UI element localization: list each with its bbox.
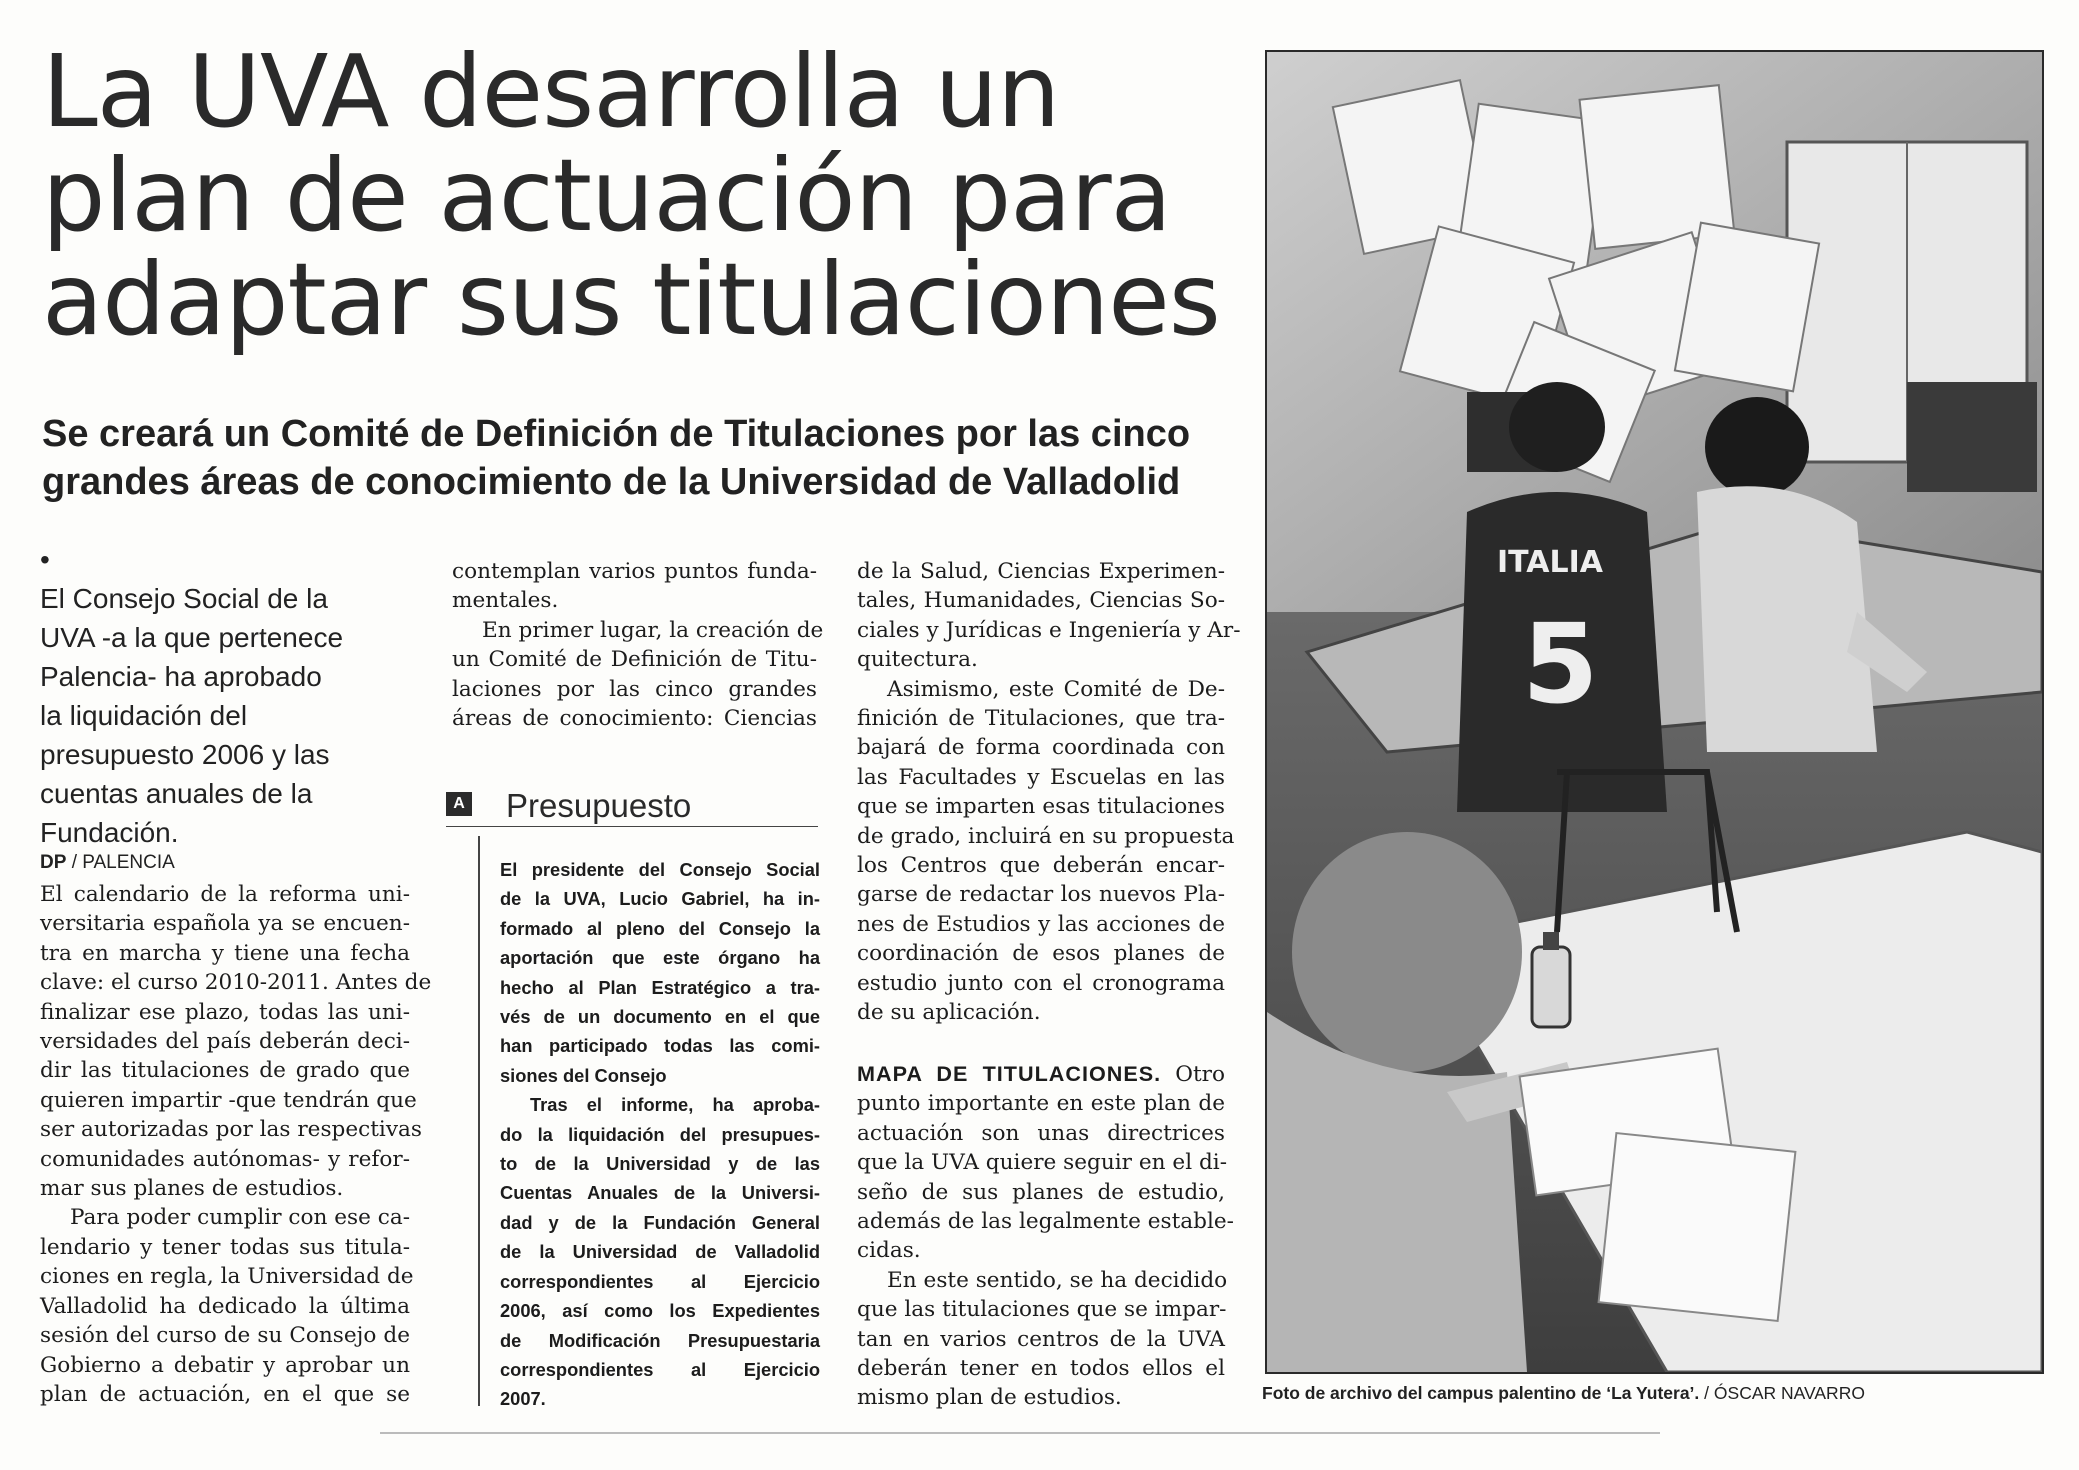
body-line: quitectura. [857, 647, 978, 673]
body-line: comunidades autónomas- y refor- [40, 1146, 410, 1172]
body-line: clave: el curso 2010-2011. Antes de [40, 970, 432, 996]
sidebar-header [446, 786, 818, 827]
body-line: áreas de conocimiento: Ciencias [452, 706, 817, 732]
sidebar-line: vés de un documento en el que [500, 1006, 820, 1028]
sidebar-body [500, 855, 820, 1414]
sidebar-line: 2006, así como los Expedientes [500, 1300, 820, 1322]
caption-separator: / [1704, 1383, 1710, 1403]
body-line: los Centros que deberán encar- [857, 853, 1225, 879]
sidebar-line: El presidente del Consejo Social [500, 859, 820, 880]
body-line: Gobierno a debatir y aprobar un [40, 1352, 410, 1378]
body-line: finalizar ese plazo, todas las uni- [40, 999, 410, 1025]
sidebar-line: correspondientes al Ejercicio [500, 1358, 820, 1380]
headline-line: adaptar sus titulaciones [42, 241, 1220, 358]
body-line: que las titulaciones que se impar- [857, 1297, 1227, 1323]
body-line-text: Otro [1175, 1062, 1225, 1087]
body-line: coordinación de esos planes de [857, 941, 1225, 967]
sidebar-rule [478, 836, 480, 1406]
body-line: de la Salud, Ciencias Experimen- [857, 559, 1225, 584]
photo-caption [1262, 1383, 1865, 1404]
body-line: mismo plan de estudios. [857, 1385, 1122, 1411]
headline [42, 33, 1222, 358]
article-column-3 [857, 557, 1241, 1028]
lead-line: Fundación. [40, 817, 179, 848]
water-bottle [1532, 932, 1570, 1027]
body-line: de su aplicación. [857, 1000, 1041, 1026]
photo-illustration [1267, 52, 2042, 1372]
body-line: Valladolid ha dedicado la última [40, 1293, 410, 1319]
sidebar-title: Presupuesto [506, 787, 692, 824]
body-line: lendario y tener todas sus titula- [40, 1234, 410, 1260]
body-line: Para poder cumplir con ese ca- [70, 1205, 411, 1231]
subheadline-line: grandes áreas de conocimiento de la Universidad de Valladolid [42, 461, 1181, 503]
sidebar-line: do la liquidación del presupues- [500, 1123, 820, 1145]
body-line: punto importante en este plan de [857, 1091, 1225, 1117]
jersey-text: ITALIA [1497, 545, 1604, 580]
body-line: que la UVA quiere seguir en el di- [857, 1150, 1227, 1176]
body-line: estudio junto con el cronograma [857, 970, 1225, 996]
body-line: En primer lugar, la creación de [482, 617, 824, 643]
body-line: mar sus planes de estudios. [40, 1176, 344, 1202]
body-line: tales, Humanidades, Ciencias So- [857, 588, 1225, 614]
sidebar-line: hecho al Plan Estratégico a tra- [500, 976, 820, 998]
body-line: Asimismo, este Comité de De- [887, 676, 1225, 702]
sidebar-line: Cuentas Anuales de la Universi- [500, 1182, 820, 1204]
body-line: En este sentido, se ha decidido [887, 1267, 1228, 1293]
lead-line: presupuesto 2006 y las [40, 739, 330, 770]
subheadline [42, 410, 1242, 506]
body-line: El calendario de la reforma uni- [40, 882, 410, 907]
byline-separator: / [71, 852, 77, 873]
article-column-3-continued [857, 1059, 1234, 1413]
headline-line: plan de actuación para [42, 137, 1171, 254]
sidebar-line: de Modificación Presupuestaria [500, 1329, 820, 1351]
body-line: nes de Estudios y las acciones de [857, 911, 1225, 937]
section-subhead: MAPA DE TITULACIONES. [857, 1061, 1162, 1086]
body-line: ser autorizadas por las respectivas [40, 1117, 422, 1143]
caption-text: Foto de archivo del campus palentino de ‘La Yutera’. [1262, 1383, 1700, 1403]
lead-line: UVA -a la que pertenece [40, 622, 344, 653]
jersey-number: 5 [1522, 600, 1599, 728]
photo-credit: ÓSCAR NAVARRO [1713, 1383, 1865, 1403]
body-line: contemplan varios puntos funda- [452, 559, 817, 584]
sidebar-line: aportación que este órgano ha [500, 947, 820, 969]
byline-agency: DP [40, 852, 67, 873]
body-line: las Facultades y Escuelas en las [857, 764, 1225, 790]
body-line: cidas. [857, 1238, 921, 1264]
lead-summary [40, 540, 380, 852]
byline-city: PALENCIA [82, 852, 175, 873]
lead-line: Palencia- ha aprobado [40, 661, 322, 692]
body-line: seño de sus planes de estudio, [857, 1179, 1225, 1205]
body-line: que se imparten esas titulaciones [857, 794, 1225, 820]
sidebar-line: to de la Universidad y de las [500, 1153, 820, 1175]
body-line: deberán tener en todos ellos el [857, 1356, 1225, 1382]
headline-line: La UVA desarrolla un [42, 33, 1060, 150]
sidebar-line: de la UVA, Lucio Gabriel, ha in- [500, 888, 820, 910]
sidebar-marker-icon: A [446, 792, 472, 816]
body-line [857, 1059, 1225, 1089]
page-rule [380, 1432, 1660, 1434]
body-line: finición de Titulaciones, que tra- [857, 706, 1225, 732]
body-line: de grado, incluirá en su propuesta [857, 823, 1235, 849]
body-line: laciones por las cinco grandes [452, 676, 817, 702]
lead-line: la liquidación del [40, 700, 248, 731]
lead-line: cuentas anuales de la [40, 778, 313, 809]
body-line: además de las legalmente estable- [857, 1209, 1234, 1235]
lead-line [40, 540, 380, 618]
body-line: dir las titulaciones de grado que [40, 1058, 410, 1084]
poster [1907, 382, 2037, 492]
sidebar-line: 2007. [500, 1388, 546, 1410]
body-line: versitaria española ya se encuen- [40, 911, 410, 937]
sidebar-line: de la Universidad de Valladolid [500, 1241, 820, 1263]
article-column-1 [40, 880, 432, 1409]
sidebar-line: correspondientes al Ejercicio [500, 1270, 820, 1292]
sidebar-line: siones del Consejo [500, 1064, 667, 1086]
body-line: quieren impartir -que tendrán que [40, 1087, 417, 1113]
sidebar-line: Tras el informe, ha aproba- [530, 1094, 820, 1116]
body-line: garse de redactar los nuevos Pla- [857, 882, 1225, 908]
article-column-2 [452, 557, 824, 733]
body-line: tra en marcha y tiene una fecha [40, 940, 410, 966]
body-line: ciones en regla, la Universidad de [40, 1264, 414, 1290]
bullet: • [40, 544, 50, 575]
lead-line-text: El Consejo Social de la [40, 583, 328, 614]
sidebar-line: han participado todas las comi- [500, 1035, 820, 1057]
sidebar-line: formado al pleno del Consejo la [500, 917, 820, 939]
body-line: sesión del curso de su Consejo de [40, 1323, 410, 1349]
news-photo [1265, 50, 2044, 1374]
body-line: tan en varios centros de la UVA [857, 1326, 1225, 1352]
body-line: mentales. [452, 588, 559, 614]
byline [40, 852, 175, 874]
body-line: bajará de forma coordinada con [857, 735, 1225, 761]
body-line: plan de actuación, en el que se [40, 1381, 410, 1407]
body-line: ciales y Jurídicas e Ingeniería y Ar- [857, 617, 1241, 643]
body-line: actuación son unas directrices [857, 1120, 1225, 1146]
subheadline-line: Se creará un Comité de Definición de Titulaciones por las cinco [42, 413, 1191, 455]
body-line: un Comité de Definición de Titu- [452, 647, 817, 673]
sidebar-line: dad y de la Fundación General [500, 1211, 820, 1233]
body-line: versidades del país deberán deci- [40, 1029, 410, 1055]
